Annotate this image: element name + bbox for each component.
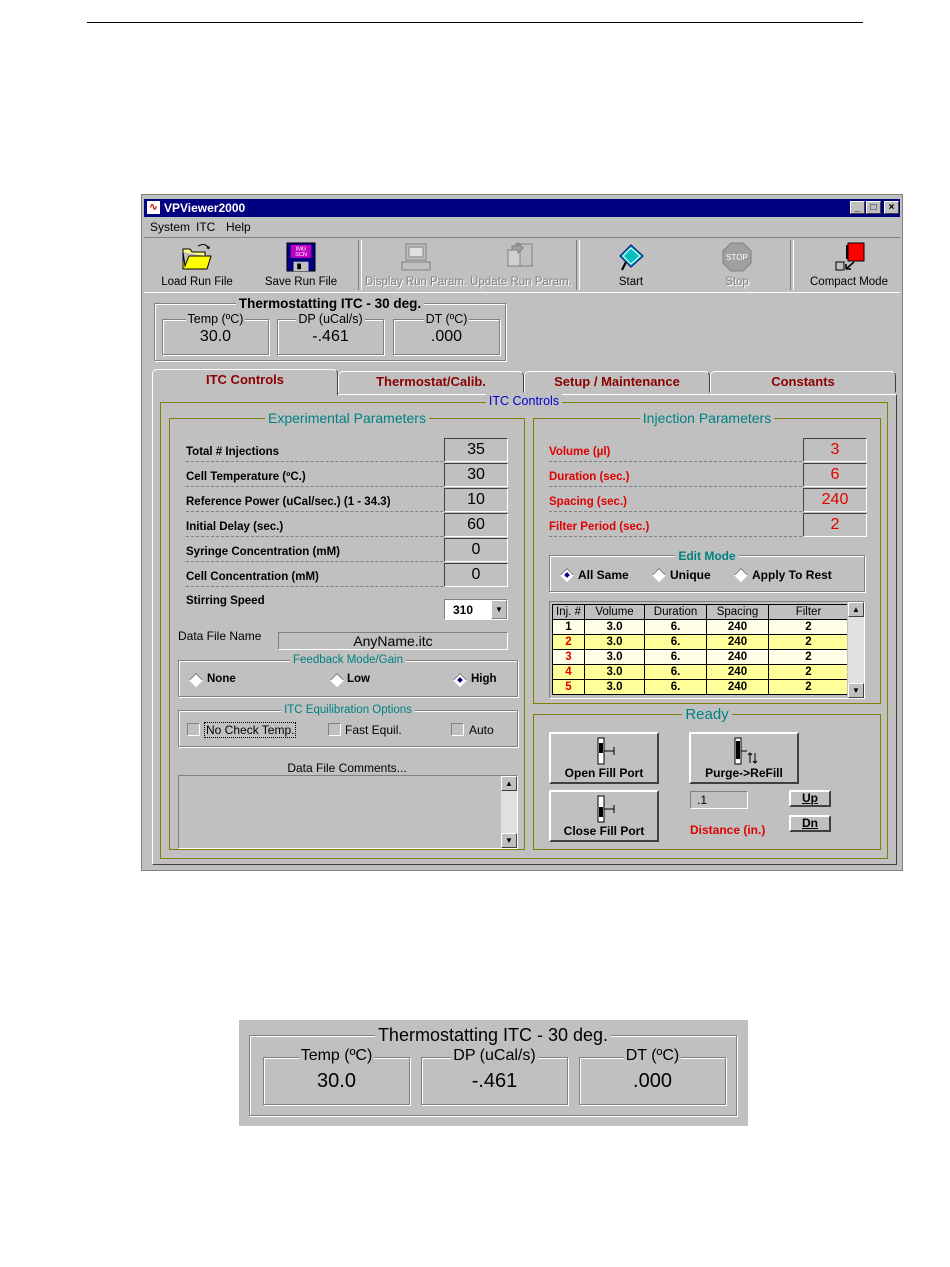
table-cell[interactable]: 6. <box>645 635 707 650</box>
table-cell[interactable]: 240 <box>707 650 769 665</box>
save-run-file-button[interactable] <box>256 238 346 292</box>
update-run-param-label: Update Run Param. <box>470 276 572 288</box>
load-run-file-label: Load Run File <box>161 276 233 288</box>
syringe-concentration-label: Syringe Concentration (mM) <box>186 546 340 558</box>
fill-port-open-icon <box>594 737 616 765</box>
injection-table-header <box>553 605 849 620</box>
injection-parameters-group <box>533 410 881 704</box>
menu-bar <box>144 218 900 236</box>
initial-delay-row <box>186 513 508 537</box>
tab-itc-controls[interactable]: ITC Controls <box>152 369 338 395</box>
chevron-down-icon[interactable]: ▼ <box>491 600 507 619</box>
start-label: Start <box>618 276 644 288</box>
table-row[interactable] <box>553 680 849 695</box>
table-cell[interactable]: 6. <box>645 680 707 695</box>
fast-equil-checkbox[interactable] <box>328 723 341 736</box>
table-cell[interactable]: 6. <box>645 665 707 680</box>
reference-power-label: Reference Power (uCal/sec.) (1 - 34.3) <box>186 496 391 508</box>
compact-mode-icon <box>832 242 866 272</box>
zoom-dt-value: .000 <box>633 1070 672 1092</box>
toolbar <box>144 237 900 293</box>
reference-power-field[interactable]: 10 <box>444 488 508 512</box>
dt-readout-label: DT (ºC) <box>425 312 468 326</box>
fast-equil-label: Fast Equil. <box>345 723 402 737</box>
cell-concentration-field[interactable]: 0 <box>444 563 508 587</box>
comments-scrollbar[interactable] <box>500 776 517 848</box>
zoom-dt-label: DT (ºC) <box>625 1047 680 1064</box>
duration-field[interactable]: 6 <box>803 463 867 487</box>
unique-label: Unique <box>670 568 711 582</box>
table-cell[interactable]: 6. <box>645 650 707 665</box>
purge-refill-icon <box>731 737 761 765</box>
thermostat-status-title: Thermostatting ITC - 30 deg. <box>236 296 424 311</box>
purge-refill-button[interactable] <box>689 732 799 784</box>
all-same-label: All Same <box>578 568 629 582</box>
feedback-none-label: None <box>207 673 236 685</box>
syringe-concentration-row <box>186 538 508 562</box>
toolbar-separator <box>358 240 362 290</box>
thermostat-status-zoom <box>239 1020 748 1126</box>
injection-parameters-title: Injection Parameters <box>640 410 774 426</box>
save-run-file-label: Save Run File <box>264 276 338 288</box>
close-icon[interactable]: × <box>884 201 899 214</box>
edit-mode-title: Edit Mode <box>675 549 738 563</box>
page-rule <box>87 22 863 23</box>
injection-table <box>549 601 865 699</box>
column-header[interactable]: Volume <box>585 605 645 620</box>
total-injections-field[interactable]: 35 <box>444 438 508 462</box>
temp-readout-label: Temp (ºC) <box>187 312 244 326</box>
computer-icon <box>399 242 433 272</box>
stirring-speed-label: Stirring Speed <box>186 595 265 607</box>
all-same-radio[interactable] <box>560 568 574 582</box>
start-button[interactable] <box>586 238 676 292</box>
table-cell[interactable]: 240 <box>707 680 769 695</box>
table-row[interactable] <box>553 620 849 635</box>
feedback-low-radio[interactable] <box>330 673 344 687</box>
close-fill-port-button[interactable] <box>549 790 659 842</box>
display-run-param-button[interactable] <box>364 238 468 292</box>
itc-controls-title: ITC Controls <box>486 394 562 408</box>
dp-readout <box>277 312 384 355</box>
table-cell[interactable]: 1 <box>553 620 585 635</box>
table-row[interactable] <box>553 665 849 680</box>
filter-period-label: Filter Period (sec.) <box>549 521 650 533</box>
feedback-high-radio[interactable] <box>453 673 467 687</box>
table-cell[interactable]: 2 <box>769 635 849 650</box>
feedback-mode-title: Feedback Mode/Gain <box>290 654 406 666</box>
vp-logo-icon: ∿ <box>147 201 160 214</box>
table-cell[interactable]: 2 <box>553 635 585 650</box>
stop-button[interactable] <box>692 238 782 292</box>
spacing-label: Spacing (sec.) <box>549 496 627 508</box>
stop-sign-icon <box>720 242 754 272</box>
no-check-temp-label: No Check Temp. <box>206 723 295 737</box>
down-button[interactable]: Dn <box>789 815 831 832</box>
stop-label: Stop <box>725 276 749 288</box>
scroll-up-icon[interactable]: ▲ <box>848 602 864 617</box>
cell-temperature-row <box>186 463 508 487</box>
open-fill-port-button[interactable] <box>549 732 659 784</box>
distance-field[interactable]: .1 <box>690 791 748 809</box>
menu-system[interactable]: System <box>150 220 191 234</box>
zoom-dt-readout <box>579 1047 726 1105</box>
dp-readout-value: -.461 <box>312 328 349 345</box>
compact-mode-button[interactable] <box>800 238 898 292</box>
data-file-name-field[interactable]: AnyName.itc <box>278 632 508 650</box>
maximize-icon[interactable]: □ <box>866 201 881 214</box>
initial-delay-label: Initial Delay (sec.) <box>186 521 284 533</box>
equilibration-options-title: ITC Equilibration Options <box>281 704 415 716</box>
update-run-param-button[interactable] <box>469 238 573 292</box>
cell-temperature-field[interactable]: 30 <box>444 463 508 487</box>
thermostat-status-panel <box>154 296 506 361</box>
svg-text:STOP: STOP <box>726 253 748 262</box>
toolbar-separator <box>790 240 794 290</box>
open-fill-port-label: Open Fill Port <box>564 766 644 780</box>
tab-strip <box>152 371 897 395</box>
table-cell[interactable]: 2 <box>769 650 849 665</box>
apply-to-rest-radio[interactable] <box>734 568 748 582</box>
reference-power-row <box>186 488 508 512</box>
table-row[interactable] <box>553 650 849 665</box>
minimize-icon[interactable]: _ <box>850 201 865 214</box>
stirring-speed-select[interactable] <box>444 599 508 620</box>
zoom-temp-value: 30.0 <box>317 1070 356 1092</box>
stirring-speed-value: 310 <box>453 603 474 617</box>
table-scrollbar[interactable] <box>847 602 864 698</box>
tab-setup-maintenance[interactable]: Setup / Maintenance <box>524 371 710 393</box>
tab-constants[interactable]: Constants <box>710 371 896 393</box>
filter-period-row <box>549 513 867 537</box>
column-header[interactable]: Duration <box>645 605 707 620</box>
duration-row <box>549 463 867 487</box>
spacing-field[interactable]: 240 <box>803 488 867 512</box>
svg-text:SCN: SCN <box>295 252 307 259</box>
table-cell[interactable]: 240 <box>707 635 769 650</box>
total-injections-label: Total # Injections <box>186 446 280 458</box>
data-file-name-label: Data File Name <box>178 629 262 643</box>
cell-concentration-row <box>186 563 508 587</box>
tab-body <box>152 394 897 865</box>
table-cell[interactable]: 6. <box>645 620 707 635</box>
menu-itc[interactable]: ITC <box>196 220 216 234</box>
feedback-none-radio[interactable] <box>189 673 203 687</box>
volume-label: Volume (µl) <box>549 446 611 458</box>
fill-port-closed-icon <box>594 795 616 823</box>
display-run-param-label: Display Run Param. <box>364 276 468 288</box>
itc-controls-frame <box>160 394 888 859</box>
open-folder-icon <box>180 242 214 272</box>
zoom-dp-value: -.461 <box>471 1070 518 1092</box>
temp-readout-value: 30.0 <box>199 328 232 345</box>
table-cell[interactable]: 3.0 <box>585 620 645 635</box>
edit-mode-group <box>549 549 865 592</box>
ready-group <box>533 706 881 850</box>
cell-concentration-label: Cell Concentration (mM) <box>186 571 319 583</box>
experimental-parameters-group <box>169 410 525 850</box>
feedback-low-label: Low <box>347 673 370 685</box>
table-cell[interactable]: 240 <box>707 620 769 635</box>
table-row[interactable] <box>553 635 849 650</box>
up-button[interactable]: Up <box>789 790 831 807</box>
table-cell[interactable]: 3.0 <box>585 665 645 680</box>
table-cell[interactable]: 4 <box>553 665 585 680</box>
dt-readout-value: .000 <box>430 328 463 345</box>
vpviewer-window <box>141 194 903 871</box>
auto-checkbox[interactable] <box>451 723 464 736</box>
window-title: VPViewer2000 <box>164 201 246 215</box>
cell-temperature-label: Cell Temperature (ºC.) <box>186 471 306 483</box>
apply-to-rest-label: Apply To Rest <box>752 568 832 582</box>
no-check-temp-checkbox[interactable] <box>187 723 200 736</box>
zoom-dp-readout <box>421 1047 568 1105</box>
floppy-disk-icon <box>284 242 318 272</box>
svg-text:IMG: IMG <box>295 246 307 253</box>
column-header[interactable]: Inj. # <box>553 605 585 620</box>
column-header[interactable]: Spacing <box>707 605 769 620</box>
syringe-concentration-field[interactable]: 0 <box>444 538 508 562</box>
scroll-down-icon[interactable]: ▼ <box>501 833 517 848</box>
purge-refill-label: Purge->ReFill <box>705 766 783 780</box>
close-fill-port-label: Close Fill Port <box>563 824 645 838</box>
zoom-status-panel <box>249 1025 737 1116</box>
data-file-comments-label: Data File Comments... <box>287 761 407 775</box>
table-cell[interactable]: 240 <box>707 665 769 680</box>
update-icon <box>504 242 538 272</box>
zoom-dp-label: DP (uCal/s) <box>453 1047 536 1064</box>
start-flag-icon <box>614 242 648 272</box>
dp-readout-label: DP (uCal/s) <box>298 312 363 326</box>
total-injections-row <box>186 438 508 462</box>
experimental-parameters-title: Experimental Parameters <box>265 410 429 426</box>
volume-field[interactable]: 3 <box>803 438 867 462</box>
table-cell[interactable]: 3.0 <box>585 680 645 695</box>
dt-readout <box>393 312 500 355</box>
menu-help[interactable]: Help <box>226 220 251 234</box>
table-cell[interactable]: 3.0 <box>585 635 645 650</box>
data-file-comments-field[interactable] <box>178 775 518 849</box>
table-cell[interactable]: 2 <box>769 665 849 680</box>
toolbar-separator <box>576 240 580 290</box>
feedback-high-label: High <box>471 673 497 685</box>
zoom-status-title: Thermostatting ITC - 30 deg. <box>375 1025 611 1045</box>
scroll-up-icon[interactable]: ▲ <box>501 776 517 791</box>
compact-mode-label: Compact Mode <box>810 276 888 288</box>
ready-status: Ready <box>682 706 731 723</box>
feedback-mode-group <box>178 654 518 697</box>
volume-row <box>549 438 867 462</box>
table-cell[interactable]: 3.0 <box>585 650 645 665</box>
injection-table-grid <box>552 604 849 695</box>
table-cell[interactable]: 3 <box>553 650 585 665</box>
zoom-temp-readout <box>263 1047 410 1105</box>
initial-delay-field[interactable]: 60 <box>444 513 508 537</box>
spacing-row <box>549 488 867 512</box>
filter-period-field[interactable]: 2 <box>803 513 867 537</box>
column-header[interactable]: Filter <box>769 605 849 620</box>
duration-label: Duration (sec.) <box>549 471 630 483</box>
distance-label: Distance (in.) <box>690 823 766 837</box>
equilibration-options-group <box>178 704 518 747</box>
table-cell[interactable]: 5 <box>553 680 585 695</box>
unique-radio[interactable] <box>652 568 666 582</box>
table-cell[interactable]: 2 <box>769 620 849 635</box>
title-bar <box>144 199 900 217</box>
auto-label: Auto <box>469 723 494 737</box>
tab-thermostat-calib[interactable]: Thermostat/Calib. <box>338 371 524 393</box>
load-run-file-button[interactable] <box>152 238 242 292</box>
scroll-down-icon[interactable]: ▼ <box>848 683 864 698</box>
table-cell[interactable]: 2 <box>769 680 849 695</box>
zoom-temp-label: Temp (ºC) <box>300 1047 373 1064</box>
temp-readout <box>162 312 269 355</box>
